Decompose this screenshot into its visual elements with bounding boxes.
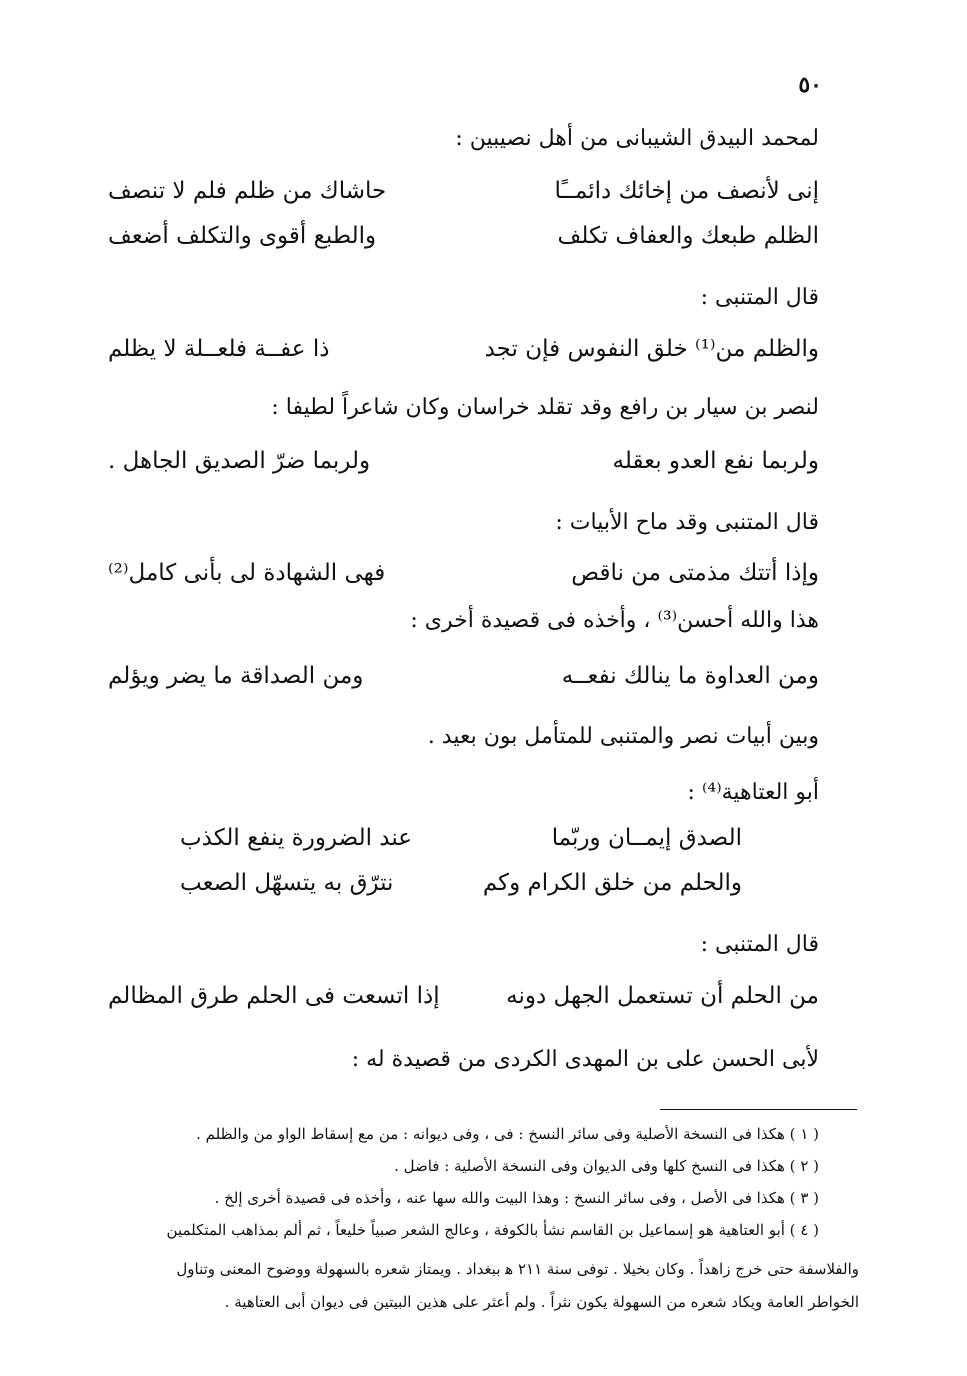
verse-second-hemistich: والطبع أقوى والتكلف أضعف (108, 223, 377, 249)
footnote-line: ( ٣ ) هكذا فى الأصل ، وفى سائر النسخ : وهذا البيت والله سها عنه ، وأخذه فى قصيدة أخرى إلخ . (214, 1189, 819, 1207)
prose-line: لمحمد البيدق الشيبانى من أهل نصيبين : (455, 126, 819, 151)
footnote-line: والفلاسفة حتى خرج زاهداً . وكان بخيلا . توفى سنة ٢١١ ﻫ ببغداد . ويمتاز شعره بالسهولة ووضوح المعنى وتناول (176, 1260, 859, 1278)
prose-line: قال المتنبى : (700, 285, 819, 310)
footnote-line: الخواطر العامة ويكاد شعره من السهولة يكون نثراً . ولم أعثر على هذين البيتين فى ديوان أبى العتاهية . (224, 1293, 859, 1311)
footnote-line: ( ٤ ) أبو العتاهية هو إسماعيل بن القاسم نشأ بالكوفة ، وعالج الشعر صبياً خليعاً ، ثم ألم بمذاهب المتكلمين (166, 1221, 819, 1239)
prose-line: لأبى الحسن على بن المهدى الكردى من قصيدة له : (351, 1047, 819, 1072)
footnote-separator (660, 1109, 857, 1110)
verse-first-hemistich: الصدق إيمــان وربّما (551, 825, 742, 851)
verse-first-hemistich: من الحلم أن تستعمل الجهل دونه (506, 983, 819, 1009)
prose-line: وبين أبيات نصر والمتنبى للمتأمل بون بعيد . (427, 724, 819, 749)
verse-second-hemistich: ولربما ضرّ الصديق الجاهل . (108, 448, 371, 474)
verse-first-hemistich: ومن العداوة ما ينالك نفعــه (561, 663, 819, 689)
verse-second-hemistich: ذا عفــة فلعــلة لا يظلم (108, 336, 330, 362)
page-number: ٥٠ (798, 72, 822, 98)
verse-first-hemistich: إنى لأنصف من إخائك دائمــًا (554, 178, 819, 204)
verse-second-hemistich: فهى الشهادة لى بأنى كامل⁽²⁾ (108, 560, 386, 586)
verse-first-hemistich: ولربما نفع العدو بعقله (612, 448, 819, 474)
prose-line: لنصر بن سيار بن رافع وقد تقلد خراسان وكان شاعراً لطيفا : (271, 395, 819, 420)
verse-second-hemistich: إذا اتسعت فى الحلم طرق المظالم (108, 983, 440, 1009)
verse-second-hemistich: نترّق به يتسهّل الصعب (180, 870, 394, 896)
verse-first-hemistich: والحلم من خلق الكرام وكم (482, 870, 742, 896)
footnote-line: ( ١ ) هكذا فى النسخة الأصلية وفى سائر النسخ : فى ، وفى ديوانه : من مع إسقاط الواو من والظلم . (196, 1125, 819, 1143)
verse-first-hemistich: والظلم من⁽¹⁾ خلق النفوس فإن تجد (484, 336, 819, 362)
prose-line: قال المتنبى وقد ماح الأبيات : (555, 510, 819, 535)
verse-first-hemistich: وإذا أتتك مذمتى من ناقص (571, 560, 819, 586)
prose-line: أبو العتاهية⁽⁴⁾ : (687, 780, 819, 805)
prose-line: هذا والله أحسن⁽³⁾ ، وأخذه فى قصيدة أخرى : (410, 608, 819, 633)
verse-second-hemistich: عند الضرورة ينفع الكذب (180, 825, 413, 851)
verse-second-hemistich: ومن الصداقة ما يضر ويؤلم (108, 663, 364, 689)
verse-first-hemistich: الظلم طبعك والعفاف تكلف (557, 223, 819, 249)
prose-line: قال المتنبى : (700, 932, 819, 957)
footnote-line: ( ٢ ) هكذا فى النسخ كلها وفى الديوان وفى النسخة الأصلية : فاضل . (394, 1157, 819, 1175)
verse-second-hemistich: حاشاك من ظلم فلم لا تنصف (108, 178, 387, 204)
